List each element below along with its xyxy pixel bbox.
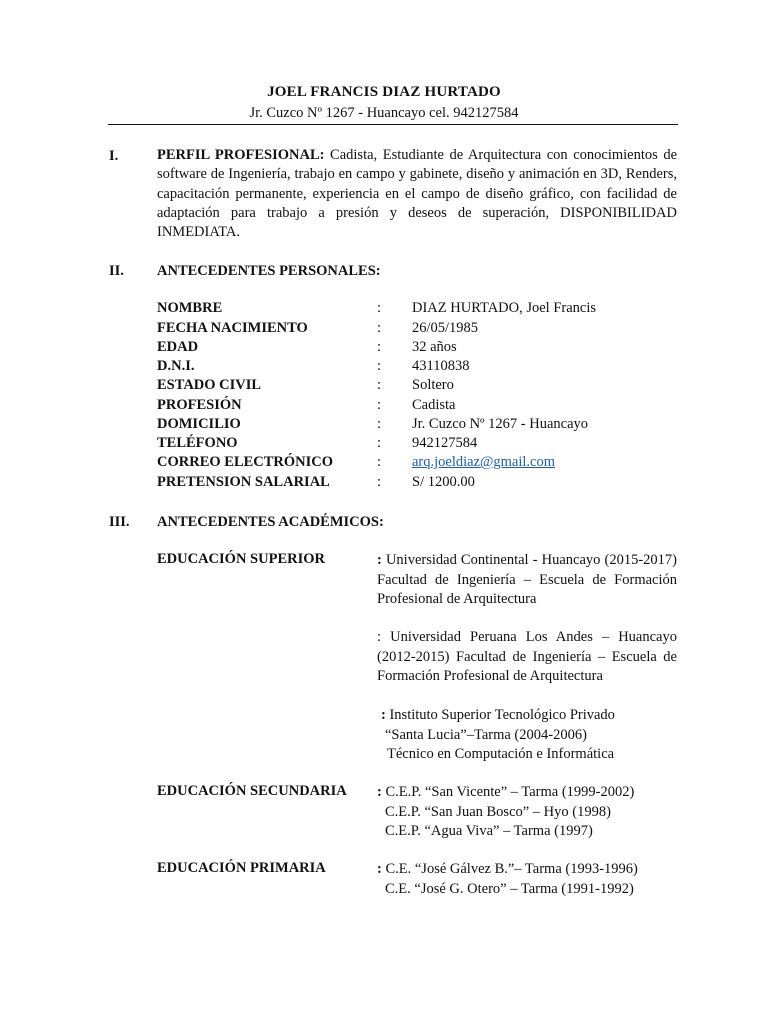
label-fecha-nacimiento: FECHA NACIMIENTO [157, 320, 308, 336]
value-estado-civil: Soltero [412, 377, 454, 393]
colon: : [377, 358, 382, 374]
colon: : [377, 435, 382, 451]
contact-line: Jr. Cuzco Nº 1267 - Huancayo cel. 942127584 [249, 105, 519, 121]
colon: : [377, 320, 382, 336]
value-domicilio: Jr. Cuzco Nº 1267 - Huancayo [412, 416, 589, 432]
colon: : [377, 474, 382, 490]
value-fecha-nacimiento: 26/05/1985 [412, 320, 479, 336]
label-estado-civil: ESTADO CIVIL [157, 377, 262, 393]
label-nombre: NOMBRE [157, 300, 223, 316]
email-link[interactable]: arq.joeldiaz@gmail.com [412, 454, 555, 470]
section-title-personales: ANTECEDENTES PERSONALES: [157, 263, 381, 279]
primaria-list: : C.E. “José Gálvez B.”– Tarma (1993-1996) C.E. “José G. Otero” – Tarma (1991-1992) [377, 861, 638, 897]
colon: : [377, 377, 382, 393]
candidate-name: JOEL FRANCIS DIAZ HURTADO [267, 84, 501, 100]
superior-entry-3: : Instituto Superior Tecnológico Privado “Santa Lucia”–Tarma (2004-2006) Técnico en Computación e Informática [381, 707, 615, 762]
value-profesion: Cadista [412, 397, 456, 413]
perfil-title: PERFIL PROFESIONAL: [157, 147, 325, 163]
label-educacion-superior: EDUCACIÓN SUPERIOR [157, 551, 325, 567]
colon: : [377, 300, 382, 316]
secundaria-list: : C.E.P. “San Vicente” – Tarma (1999-2002) C.E.P. “San Juan Bosco” – Hyo (1998) C.E.P. “Agua Viva” – Tarma (1997) [377, 784, 635, 839]
section-title-academicos: ANTECEDENTES ACADÉMICOS: [157, 514, 384, 530]
label-educacion-secundaria: EDUCACIÓN SECUNDARIA [157, 783, 347, 799]
label-pretension-salarial: PRETENSION SALARIAL [157, 474, 330, 490]
perfil-paragraph [157, 146, 677, 242]
label-telefono: TELÉFONO [157, 435, 238, 451]
section-number-2: II. [109, 263, 124, 279]
label-domicilio: DOMICILIO [157, 416, 241, 432]
value-edad: 32 años [412, 339, 457, 355]
superior-entry-1: : Universidad Continental - Huancayo (2015-2017) Facultad de Ingeniería – Escuela de Formación Profesional de Arquitectura [377, 552, 678, 607]
label-edad: EDAD [157, 339, 199, 355]
colon: : [377, 339, 382, 355]
label-profesion: PROFESIÓN [157, 397, 242, 413]
perfil-text: Cadista, Estudiante de Arquitectura con conocimientos de software de Ingeniería, trabajo en campo y gabinete, diseño y animación en 3D, Renders, capacitación permanente, experiencia en el campo de diseño gráfico, con facilidad de adaptación para trabajo a presión y deseos de superación, DISPONIBILIDAD INMEDIATA. [157, 147, 678, 241]
header-divider [108, 124, 678, 125]
label-educacion-primaria: EDUCACIÓN PRIMARIA [157, 860, 326, 876]
value-pretension-salarial: S/ 1200.00 [412, 474, 475, 490]
superior-entry-2: : Universidad Peruana Los Andes – Huancayo (2012-2015) Facultad de Ingeniería – Escuela de Formación Profesional de Arquitectura [377, 629, 677, 684]
value-telefono: 942127584 [412, 435, 478, 451]
section-number-1: I. [109, 148, 119, 164]
label-correo: CORREO ELECTRÓNICO [157, 454, 334, 470]
label-dni: D.N.I. [157, 358, 195, 374]
colon: : [377, 397, 382, 413]
section-number-3: III. [109, 514, 130, 530]
value-dni: 43110838 [412, 358, 470, 374]
colon: : [377, 454, 382, 470]
colon: : [377, 416, 382, 432]
value-nombre: DIAZ HURTADO, Joel Francis [412, 300, 597, 316]
